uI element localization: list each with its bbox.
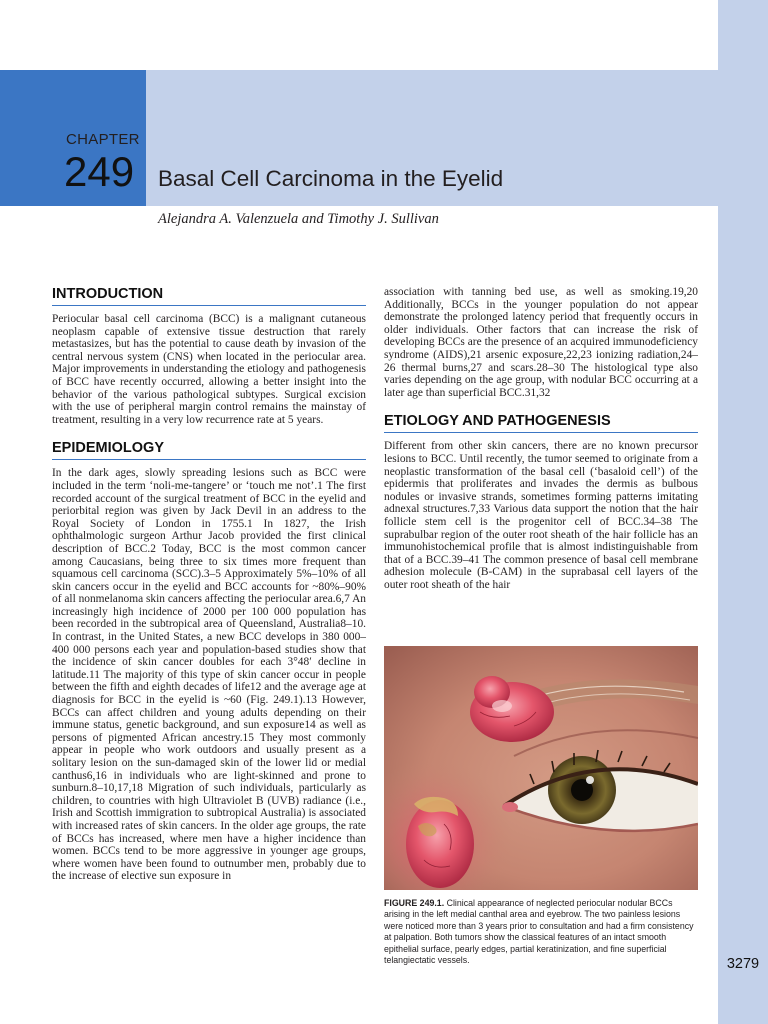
right-column	[384, 286, 698, 591]
figure-caption	[384, 898, 698, 966]
chapter-title: Basal Cell Carcinoma in the Eyelid	[158, 166, 504, 191]
etiology-text: Different from other skin cancers, there are no known precursor lesions to BCC. Until recently, the tumor seemed to originate from a neoplastic transformation of the basal cell (‘basaloid cell’) of the epidermis that proliferates and invades the dermis as bulbous nodules or invasive strands, sometimes forming patterns imitating adnexal structures.7,33 Various data support the notion that the hair follicle stem cell is the progenitor cell of BCC.34–38 The suprabulbar region of the outer root sheath of the hair follicle has an immunohistochemical profile that is almost indistinguishable from that of a BCC.39–41 The common presence of basal cell membrane adhesion molecule (B-CAM) in the suprabasal cell layers of the outer root sheath of the hair	[384, 440, 698, 591]
etiology-heading: ETIOLOGY AND PATHOGENESIS	[384, 413, 698, 433]
eye-lesion-illustration	[384, 646, 698, 890]
figure-caption-text: Clinical appearance of neglected periocular nodular BCCs arising in the left medial canthal area and eyebrow. The two painless lesions were noticed more than 3 years prior to consultation and had a firm consistency at palpation. Both tumors show the classical features of an intact smooth epithelial surface, pearly edges, partial keratinization, and fine superficial telangiectatic vessels.	[384, 898, 694, 966]
left-column	[52, 286, 366, 883]
epidemiology-text: In the dark ages, slowly spreading lesions such as BCC were included in the term ‘noli-me-tangere’ or ‘touch me not’.1 The first recorded account of the surgical treatment of BCC in the eyelid and periorbital region was given by Jack Devil in an address to the Royal Society of London in 1755.1 In 1827, the Irish ophthalmologic surgeon Arthur Jacob provided the first clinical description of BCC.2 Today, BCC is the most common cancer among Caucasians, being three to six times more frequent than squamous cell carcinoma (SCC).3–5 Approximately 5%–10% of all skin cancers occur in the eyelid and BCC accounts for ~80%–90% of all nonmelanoma skin cancers affecting the periocular area.6,7 An increasingly high incidence of 2000 per 100 000 population has been recorded in the subtropical area of Queensland, Australia8–10. In contrast, in the United States, a new BCC develops in 380 000–400 000 persons each year and population-based studies show that the incidence of skin cancer doubles for each 3°48′ decline in latitude.11 The majority of this type of skin cancer occur in people between the fifth and eighth decades of life12 and the average age at diagnosis for BCC in the eyelid is ~60 (Fig. 249.1).13 However, BCCs can affect children and young adults depending on their immune status, genetic background, and sun exposure14 as well as persons of pigmented African ancestry.15 They most commonly appear in people who work outdoors and usually present as a solitary lesion on the sun-damaged skin of the lower lid or medial canthus6,16 in individuals who are light-skinned and prone to sunburn.8–10,17,18 Migration of such individuals, particularly as children, to countries with high Ultraviolet B (UVB) radiance (i.e., Irish and Scottish immigration to subtropical Australia) is associated with increased rates of skin cancers. In the older age groups, the rate of BCCs has increased, where men have a higher incidence than women. BCCs tend to be more aggressive in younger age groups, where women have been found to outnumber men, probably due to the increase of elective sun exposure in	[52, 467, 366, 883]
chapter-number: 249	[64, 148, 135, 195]
epidemiology-continued-text: association with tanning bed use, as well as smoking.19,20 Additionally, BCCs in the younger population do not appear demonstrate the prolonged latency period that frequently occurs in older individuals. Other factors that can increase the risk of developing BCCs are the presence of an acquired immunodeficiency syndrome (AIDS),21 arsenic exposure,22,23 ionizing radiation,24–26 thermal burns,27 and scars.28–30 The histological type also varies depending on the age group, with nodular BCC occurring at a later age than superficial BCC.31,32	[384, 286, 698, 399]
authors: Alejandra A. Valenzuela and Timothy J. Sullivan	[158, 211, 439, 227]
introduction-text: Periocular basal cell carcinoma (BCC) is a malignant cutaneous neoplasm capable of extensive tissue destruction that rarely metastasizes, but has the potential to cause death by invasion of the central nervous system (CNS) when located in the periocular area. Major improvements in understanding the etiology and pathogenesis of BCC have recently occurred, allowing a better insight into the behavior of the various pathological subtypes. Surgical excision with the use of peripheral margin control remains the mainstay of treatment, resulting in a very low recurrence rate at 5 years.	[52, 313, 366, 426]
clinical-photo	[384, 646, 698, 890]
side-strip	[718, 0, 768, 1024]
epidemiology-heading: EPIDEMIOLOGY	[52, 440, 366, 460]
introduction-heading: INTRODUCTION	[52, 286, 366, 306]
chapter-label: CHAPTER	[66, 131, 140, 148]
page-number: 3279	[726, 956, 760, 972]
figure-label: FIGURE 249.1.	[384, 898, 445, 908]
